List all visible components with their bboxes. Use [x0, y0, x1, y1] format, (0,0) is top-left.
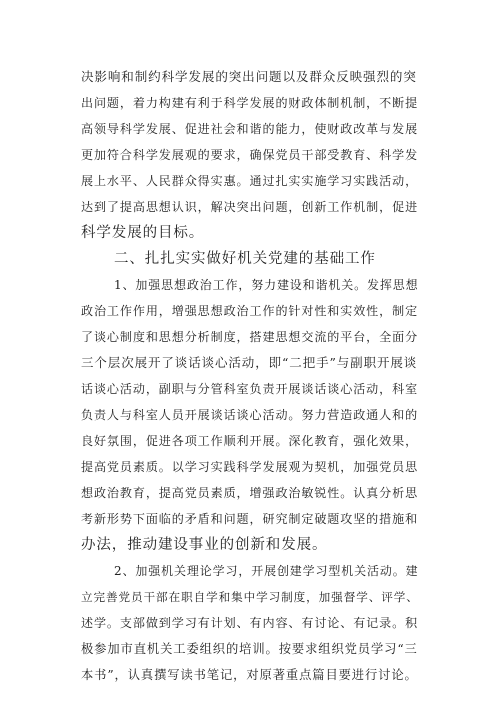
text-line: 考新形势下面临的矛盾和问题，研究制定破题攻坚的措施和	[81, 512, 419, 526]
text-line: 想政治教育，提高党员素质，增强政治敏锐性。认真分析思	[81, 486, 419, 500]
text-line: 本书”，认真撰写读书笔记，对原著重点篇目要进行讨论。	[81, 668, 418, 682]
text-line: 决影响和制约科学发展的突出问题以及群众反映强烈的突	[81, 69, 417, 84]
text-line: 政治工作作用，增强思想政治工作的针对性和实效性，制定	[81, 304, 419, 318]
text-line: 提高党员素质。以学习实践科学发展观为契机，加强党员思	[81, 460, 419, 474]
text-line: 高领导科学发展、促进社会和谐的能力，使财政改革与发展	[81, 122, 419, 136]
text-line: 述学。支部做到学习有计划、有内容、有讨论、有记录。积	[81, 616, 419, 630]
paragraph-start: 1、加强思想政治工作，努力建设和谐机关。发挥思想	[114, 278, 419, 292]
text-line: 话谈心活动，副职与分管科室负责开展谈话谈心活动，科室	[81, 382, 419, 396]
text-line: 立完善党员干部在职自学和集中学习制度，加强督学、评学、	[81, 590, 419, 604]
paragraph-start: 2、加强机关理论学习，开展创建学习型机关活动。建	[114, 564, 419, 578]
text-line: 了谈心制度和思想分析制度，搭建思想交流的平台，全面分	[81, 330, 419, 344]
text-line: 达到了提高思想认识，解决突出问题，创新工作机制，促进	[81, 200, 419, 214]
text-line: 更加符合科学发展观的要求，确保党员干部受教育、科学发	[81, 148, 419, 162]
text-line: 展上水平、人民群众得实惠。通过扎实实施学习实践活动，	[81, 174, 419, 188]
text-line: 三个层次展开了谈话谈心活动，即“二把手”与副职开展谈	[81, 355, 418, 370]
section-heading: 二、扎扎实实做好机关党建的基础工作	[114, 251, 376, 267]
text-line: 办法，推动建设事业的创新和发展。	[81, 537, 328, 553]
text-line: 良好氛围，促进各项工作顺利开展。深化教育，强化效果，	[81, 434, 419, 448]
text-line: 负责人与科室人员开展谈话谈心活动。努力营造政通人和的	[81, 408, 419, 422]
text-line: 极参加市直机关工委组织的培训。按要求组织党员学习“三	[81, 642, 418, 656]
text-line: 出问题，着力构建有利于科学发展的财政体制机制，不断提	[81, 96, 419, 110]
text-line: 科学发展的目标。	[81, 225, 205, 241]
